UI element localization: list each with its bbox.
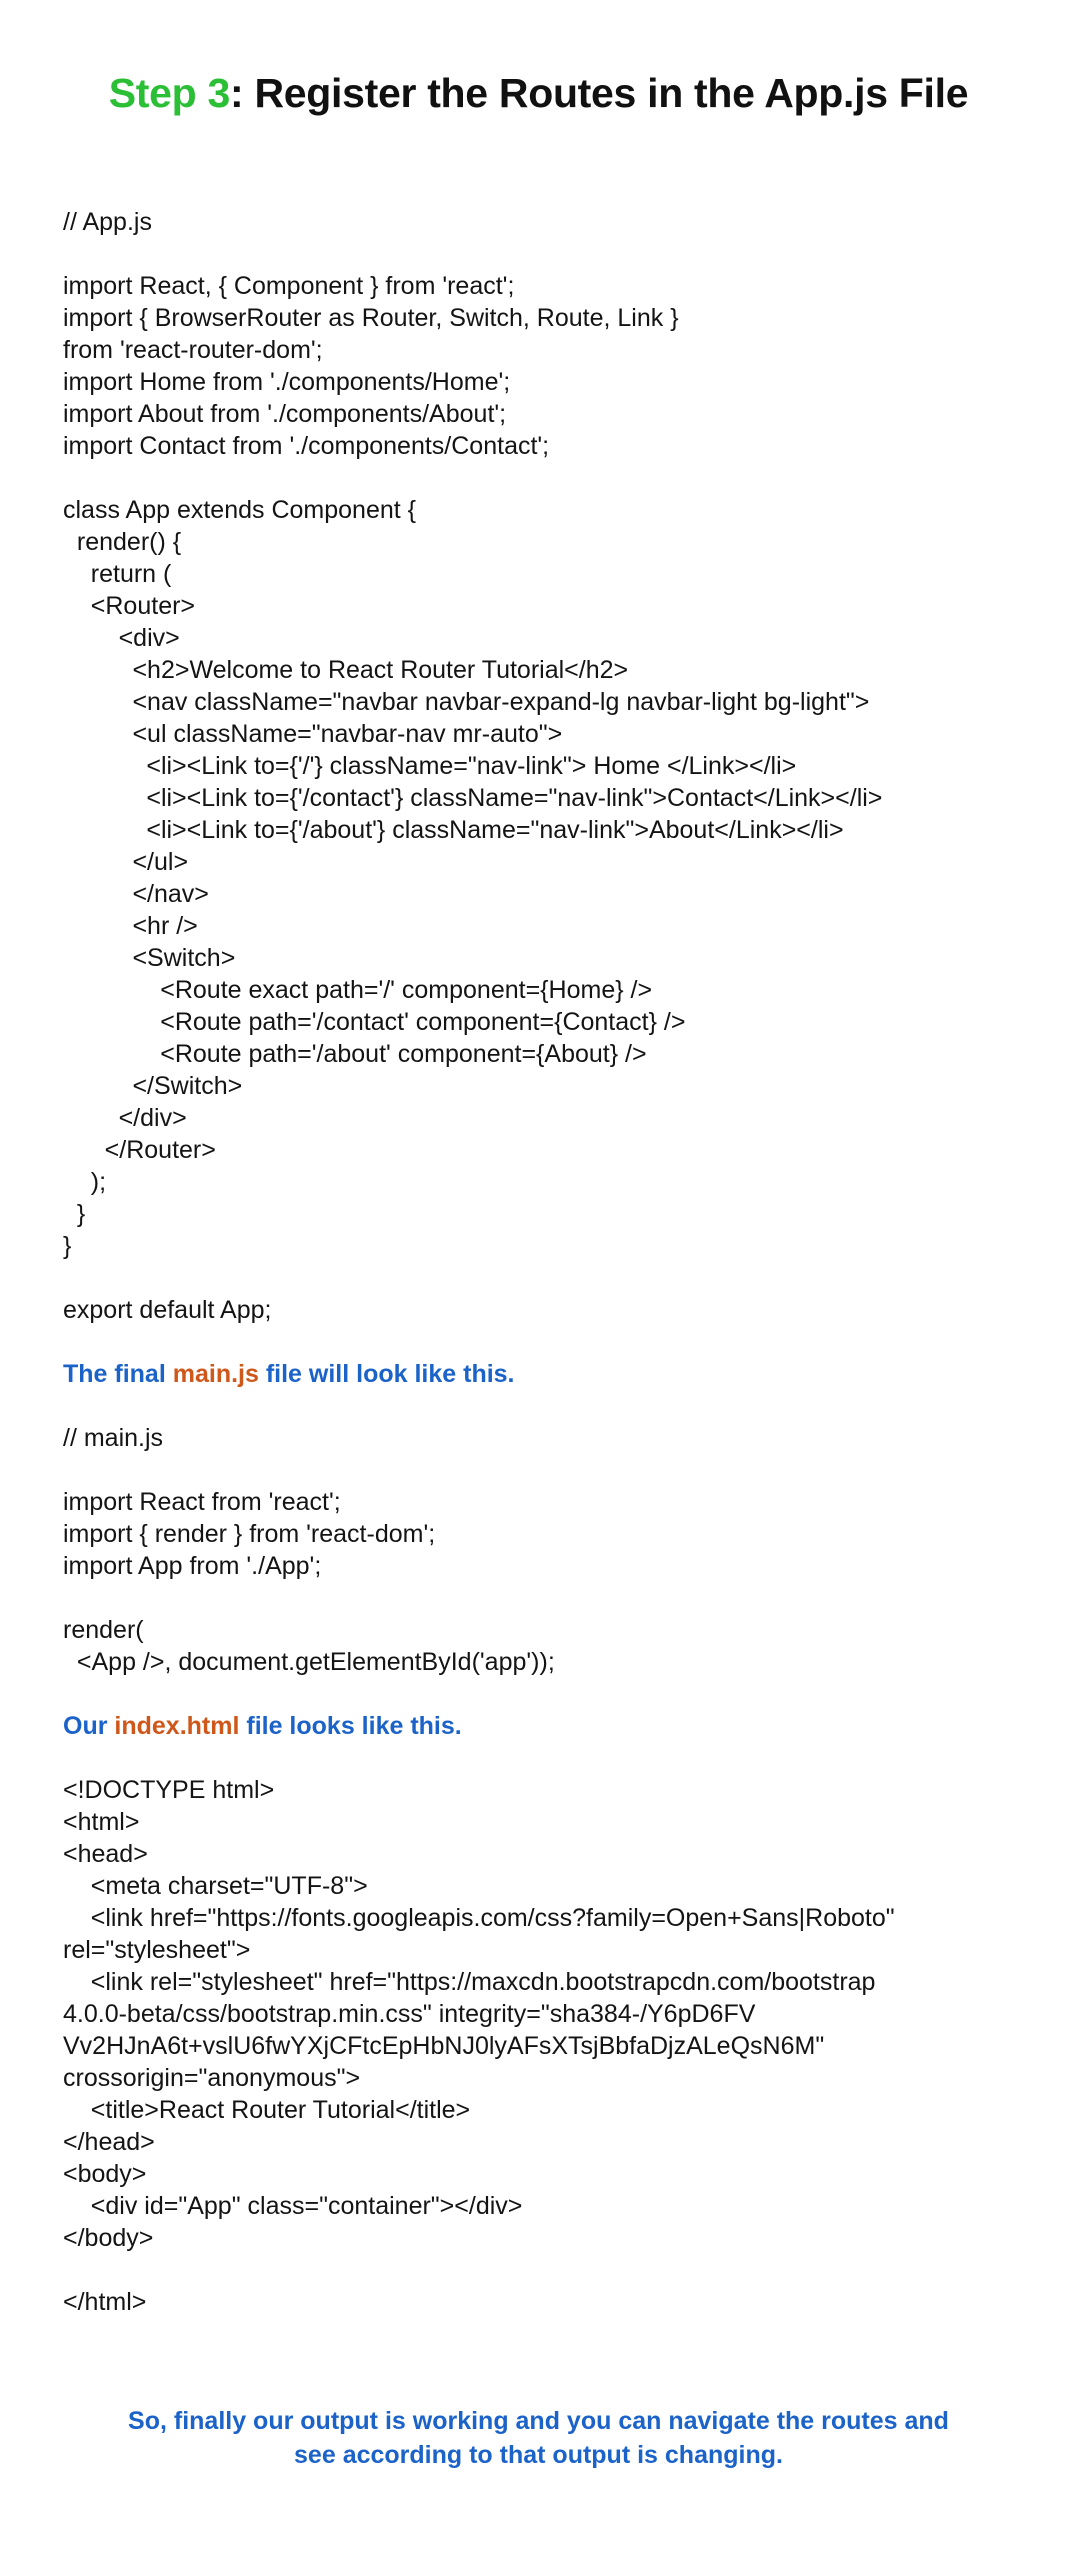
code-line: <div id="App" class="container"></div> [63,2192,523,2220]
code-line: import React from 'react'; [63,1488,341,1516]
code-line: ); [63,1168,107,1196]
index-html-caption [63,1710,1053,1742]
code-line: <li><Link to={'/contact'} className="nav-link">Contact</Link></li> [63,784,883,812]
code-line: <Router> [63,592,196,620]
caption-text: file will look like this. [258,1360,515,1388]
code-line: render() { [63,528,182,556]
code-line [63,2254,1053,2286]
code-line: // main.js [63,1424,164,1452]
code-line: import App from './App'; [63,1552,322,1580]
code-line: class App extends Component { [63,496,417,524]
code-line: } [63,1232,72,1260]
code-line [63,1262,1053,1294]
code-line: </head> [63,2128,155,2156]
code-line: <title>React Router Tutorial</title> [63,2096,471,2124]
code-line: import React, { Component } from 'react'; [63,272,515,300]
code-line: <!DOCTYPE html> [63,1776,275,1804]
code-line: rel="stylesheet"> [63,1936,251,1964]
caption-text: The final [63,1360,173,1388]
code-line: <li><Link to={'/'} className="nav-link"> Home </Link></li> [63,752,797,780]
article-body [63,206,1053,2318]
step-label: Step 3 [108,70,230,116]
code-line: import { BrowserRouter as Router, Switch, Route, Link } [63,304,679,332]
code-line [63,1582,1053,1614]
code-line: <link href="https://fonts.googleapis.com/css?family=Open+Sans|Roboto" [63,1904,895,1932]
index-html-filename: index.html [114,1712,240,1740]
code-line: from 'react-router-dom'; [63,336,323,364]
code-line: <div> [63,624,180,652]
title-text: : Register the Routes in the App.js File [230,70,969,116]
code-line: import { render } from 'react-dom'; [63,1520,436,1548]
code-line: export default App; [63,1296,272,1324]
code-line: <body> [63,2160,147,2188]
code-line [63,238,1053,270]
code-line: <Route path='/contact' component={Contact} /> [63,1008,686,1036]
spacer [63,1742,1053,1774]
conclusion-line: So, finally our output is working and you can navigate the routes and [128,2407,949,2435]
code-line: <App />, document.getElementById('app')); [63,1648,555,1676]
spacer [63,1390,1053,1422]
caption-text: file looks like this. [239,1712,462,1740]
code-line: <meta charset="UTF-8"> [63,1872,368,1900]
index-html-code-block [63,1774,1053,2318]
main-js-caption [63,1358,1053,1390]
code-line: // App.js [63,208,152,236]
code-line: <Switch> [63,944,236,972]
code-line [63,462,1053,494]
code-line: crossorigin="anonymous"> [63,2064,361,2092]
code-line: <nav className="navbar navbar-expand-lg navbar-light bg-light"> [63,688,870,716]
code-line: <h2>Welcome to React Router Tutorial</h2> [63,656,629,684]
code-line: <ul className="navbar-nav mr-auto"> [63,720,563,748]
code-line: </ul> [63,848,189,876]
code-line: <link rel="stylesheet" href="https://maxcdn.bootstrapcdn.com/bootstrap [63,1968,876,1996]
code-line: } [63,1200,86,1228]
caption-text: Our [63,1712,115,1740]
code-line: </Router> [63,1136,216,1164]
app-js-code-block [63,206,1053,1326]
code-line: </div> [63,1104,187,1132]
spacer [63,1678,1053,1710]
page-title [0,70,1077,117]
spacer [63,1326,1053,1358]
code-line: </Switch> [63,1072,243,1100]
code-line: import Home from './components/Home'; [63,368,511,396]
code-line: <html> [63,1808,140,1836]
main-js-code-block [63,1422,1053,1678]
code-line: return ( [63,560,172,588]
code-line: <li><Link to={'/about'} className="nav-link">About</Link></li> [63,816,844,844]
conclusion-line: see according to that output is changing. [294,2441,783,2469]
conclusion-text [0,2404,1077,2472]
code-line: </body> [63,2224,154,2252]
code-line: </nav> [63,880,209,908]
code-line [63,1454,1053,1486]
code-line: import Contact from './components/Contact'; [63,432,550,460]
code-line: <Route exact path='/' component={Home} /> [63,976,653,1004]
code-line: 4.0.0-beta/css/bootstrap.min.css" integrity="sha384-/Y6pD6FV [63,2000,756,2028]
main-js-filename: main.js [172,1360,259,1388]
code-line: <hr /> [63,912,198,940]
code-line: import About from './components/About'; [63,400,507,428]
code-line: <Route path='/about' component={About} /> [63,1040,647,1068]
code-line: <head> [63,1840,148,1868]
code-line: render( [63,1616,144,1644]
code-line: </html> [63,2288,147,2316]
code-line: Vv2HJnA6t+vslU6fwYXjCFtcEpHbNJ0lyAFsXTsjBbfaDjzALeQsN6M" [63,2032,825,2060]
